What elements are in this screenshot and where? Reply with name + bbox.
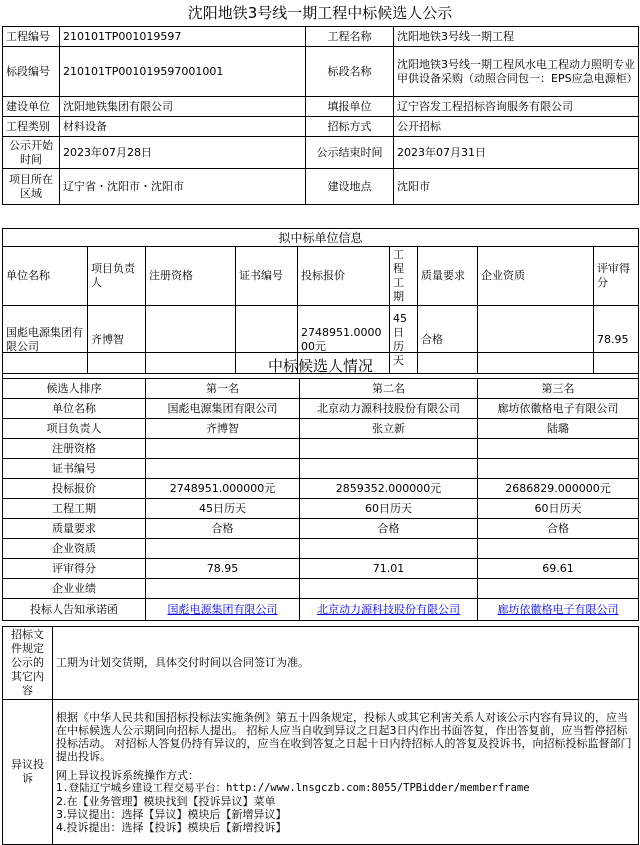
candidate-row-label: 单位名称 bbox=[3, 399, 146, 419]
page-title: 沈阳地铁3号线一期工程中标候选人公示 bbox=[187, 4, 453, 22]
location: 沈阳市 bbox=[394, 169, 639, 205]
candidate-row-label: 证书编号 bbox=[3, 459, 146, 479]
candidate-cell bbox=[478, 439, 639, 459]
project-name-label: 工程名称 bbox=[306, 27, 394, 47]
candidate-row-label: 质量要求 bbox=[3, 519, 146, 539]
proposed-header-cell: 注册资格 bbox=[146, 247, 236, 306]
method-label: 招标方式 bbox=[306, 117, 394, 137]
candidate-cell bbox=[300, 459, 478, 479]
proposed-header-cell: 项目负责人 bbox=[88, 247, 146, 306]
candidate-cell: 78.95 bbox=[146, 559, 300, 579]
region-label: 项目所在区域 bbox=[3, 169, 60, 205]
candidate-cell: 廊坊依徽格电子有限公司 bbox=[478, 399, 639, 419]
candidate-cell bbox=[300, 539, 478, 559]
step-3: 3.异议提出：选择【异议】模块后【新增异议】 bbox=[56, 807, 287, 821]
candidate-row-label: 投标报价 bbox=[3, 479, 146, 499]
method: 公开招标 bbox=[394, 117, 639, 137]
step-1: 1.登陆辽宁城乡建设工程交易平台：http://www.lnsgczb.com:8055/TPBidder/memberframe bbox=[56, 781, 530, 794]
end-label: 公示结束时间 bbox=[306, 137, 394, 169]
start-date: 2023年07月28日 bbox=[60, 137, 306, 169]
proposed-header-cell: 企业资质 bbox=[478, 247, 594, 306]
proposed-header-cell: 单位名称 bbox=[3, 247, 88, 306]
candidates-body bbox=[3, 399, 639, 599]
candidate-row bbox=[3, 519, 639, 539]
candidate-cell: 69.61 bbox=[478, 559, 639, 579]
project-no-label: 工程编号 bbox=[3, 27, 60, 47]
rank-3: 第三名 bbox=[478, 379, 639, 399]
proposed-header-cell: 评审得分 bbox=[594, 247, 639, 306]
proposed-value-cell: 2748951.000000元 bbox=[298, 306, 390, 374]
start-label: 公示开始时间 bbox=[3, 137, 60, 169]
proposed-value-cell: 齐博智 bbox=[88, 306, 146, 374]
candidate-cell bbox=[300, 579, 478, 599]
candidate-cell bbox=[146, 539, 300, 559]
step-4: 4.投诉提出：选择【投诉】模块后【新增投诉】 bbox=[56, 820, 287, 834]
candidate-row bbox=[3, 579, 639, 599]
candidate-row-label: 评审得分 bbox=[3, 559, 146, 579]
candidate-row-label: 项目负责人 bbox=[3, 419, 146, 439]
region: 辽宁省・沈阳市・沈阳市 bbox=[60, 169, 306, 205]
candidate-cell: 2748951.000000元 bbox=[146, 479, 300, 499]
rank-2: 第二名 bbox=[300, 379, 478, 399]
rank-1: 第一名 bbox=[146, 379, 300, 399]
candidate-row-label: 企业业绩 bbox=[3, 579, 146, 599]
proposed-value-cell: 45日历天 bbox=[390, 306, 418, 374]
candidate-cell: 2686829.000000元 bbox=[478, 479, 639, 499]
candidate-row bbox=[3, 439, 639, 459]
candidate-cell: 合格 bbox=[146, 519, 300, 539]
candidate-row bbox=[3, 499, 639, 519]
proposed-header-cell: 证书编号 bbox=[236, 247, 298, 306]
candidates-table bbox=[2, 352, 639, 621]
candidate-row bbox=[3, 479, 639, 499]
proposed-heading: 拟中标单位信息 bbox=[3, 229, 639, 247]
end-date: 2023年07月31日 bbox=[394, 137, 639, 169]
candidate-cell: 合格 bbox=[478, 519, 639, 539]
proposed-value-cell: 合格 bbox=[418, 306, 478, 374]
candidate-row-label: 企业资质 bbox=[3, 539, 146, 559]
objection-content bbox=[53, 700, 639, 845]
category-label: 工程类别 bbox=[3, 117, 60, 137]
candidate-cell bbox=[478, 459, 639, 479]
candidate-cell bbox=[478, 539, 639, 559]
filer-label: 填报单位 bbox=[306, 97, 394, 117]
location-label: 建设地点 bbox=[306, 169, 394, 205]
commit-label: 投标人告知承诺函 bbox=[3, 599, 146, 621]
candidate-cell: 张立新 bbox=[300, 419, 478, 439]
candidate-row bbox=[3, 459, 639, 479]
objection-label: 异议投诉 bbox=[3, 700, 53, 845]
category: 材料设备 bbox=[60, 117, 306, 137]
other-label: 招标文件规定公示的其它内容 bbox=[3, 627, 53, 700]
candidate-cell: 60日历天 bbox=[478, 499, 639, 519]
candidate-cell: 合格 bbox=[300, 519, 478, 539]
step-2: 2.在【业务管理】模块找到【投诉异议】菜单 bbox=[56, 794, 276, 808]
candidate-cell: 陆璐 bbox=[478, 419, 639, 439]
candidate-cell bbox=[146, 459, 300, 479]
objection-paragraph: 根据《中华人民共和国招标投标法实施条例》第五十四条规定，投标人或其它利害关系人对该公示内容有异议的，应当在中标候选人公示期间向招标人提出。 招标人应当自收到异议之日起3日内作出书面答复，作出答复前，应当暂停招标投标活动。 对招标人答复仍持有异议的，应当在收到答复之日起十日内持招标人的答复及投诉书，向招标投标监督部门提出投诉。 bbox=[56, 710, 632, 763]
proposed-header-cell: 工程工期 bbox=[390, 247, 418, 306]
candidate-row-label: 工程工期 bbox=[3, 499, 146, 519]
candidate-cell bbox=[146, 579, 300, 599]
proposed-header-row bbox=[3, 247, 639, 306]
candidate-cell: 北京动力源科技股份有限公司 bbox=[300, 399, 478, 419]
proposed-header-cell: 质量要求 bbox=[418, 247, 478, 306]
project-name: 沈阳地铁3号线一期工程 bbox=[394, 27, 639, 47]
proposed-value-cell: 国彪电源集团有限公司 bbox=[3, 306, 88, 374]
candidate-cell: 齐博智 bbox=[146, 419, 300, 439]
proposed-header-cell: 投标报价 bbox=[298, 247, 390, 306]
candidate-row bbox=[3, 399, 639, 419]
commit-link-2[interactable]: 北京动力源科技股份有限公司 bbox=[317, 602, 460, 616]
builder: 沈阳地铁集团有限公司 bbox=[60, 97, 306, 117]
proposed-value-cell: 78.95 bbox=[594, 306, 639, 374]
project-info-table bbox=[2, 26, 639, 205]
candidate-row bbox=[3, 419, 639, 439]
builder-label: 建设单位 bbox=[3, 97, 60, 117]
commit-link-3[interactable]: 廊坊依徽格电子有限公司 bbox=[497, 602, 619, 616]
candidate-cell: 60日历天 bbox=[300, 499, 478, 519]
project-no: 210101TP001019597 bbox=[60, 27, 306, 47]
section-no: 210101TP001019597001001 bbox=[60, 47, 306, 97]
section-name: 沈阳地铁3号线一期工程风水电工程动力照明专业甲供设备采购（动照合同包一：EPS应急电源柜） bbox=[394, 47, 639, 97]
candidate-cell bbox=[478, 579, 639, 599]
candidate-cell: 45日历天 bbox=[146, 499, 300, 519]
other-content: 工期为计划交货期，具体交付时间以合同签订为准。 bbox=[53, 627, 639, 700]
candidate-row bbox=[3, 559, 639, 579]
notes-table bbox=[2, 626, 639, 845]
candidate-cell bbox=[300, 439, 478, 459]
section-name-label: 标段名称 bbox=[306, 47, 394, 97]
section-no-label: 标段编号 bbox=[3, 47, 60, 97]
filer: 辽宁咨发工程招标咨询服务有限公司 bbox=[394, 97, 639, 117]
candidate-cell: 国彪电源集团有限公司 bbox=[146, 399, 300, 419]
candidate-cell bbox=[146, 439, 300, 459]
commit-link-1[interactable]: 国彪电源集团有限公司 bbox=[167, 602, 278, 616]
candidate-cell: 71.01 bbox=[300, 559, 478, 579]
candidate-row-label: 注册资格 bbox=[3, 439, 146, 459]
candidate-row bbox=[3, 539, 639, 559]
rank-label: 候选人排序 bbox=[3, 379, 146, 399]
steps-title: 网上异议投诉系统操作方式： bbox=[56, 768, 199, 782]
candidates-heading: 中标候选人情况 bbox=[3, 353, 639, 379]
candidate-cell: 2859352.000000元 bbox=[300, 479, 478, 499]
